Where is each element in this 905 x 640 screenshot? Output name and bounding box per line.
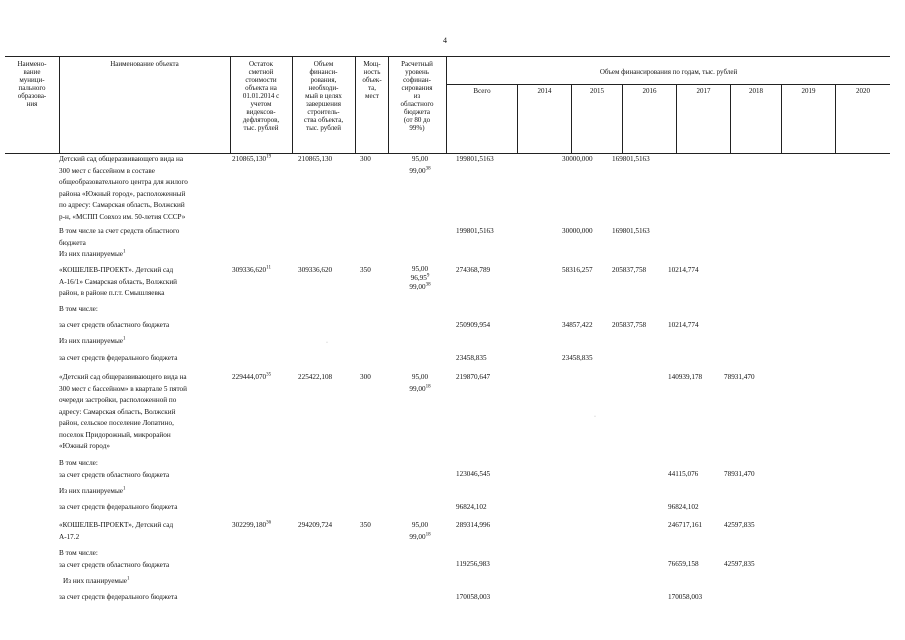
remaining-value: 302299,180$^{36}$ <box>232 520 272 529</box>
table-header <box>5 56 890 154</box>
total-value: 96824,102 <box>456 503 487 511</box>
total-value: 250909,954 <box>456 321 491 329</box>
y2016-value: 169801,5163 <box>612 227 650 235</box>
financing-value: 210865,130 <box>298 155 333 163</box>
y2015-value: 30000,000 <box>562 155 593 163</box>
object-name: Из них планируемые$^1$ <box>63 576 130 585</box>
header-year-2016: 2016 <box>642 87 657 95</box>
capacity-value: 350 <box>360 266 371 274</box>
y2016-value: 205837,758 <box>612 321 647 329</box>
capacity-value: 300 <box>360 373 371 381</box>
object-name: «КОШЕЛЕВ-ПРОЕКТ», Детский сад А-17.2 <box>59 521 174 541</box>
level-values: 95,00 99,00$^{18}$ <box>409 373 431 393</box>
level-values: 95,00 99,00$^{38}$ <box>409 155 431 175</box>
y2017-value: 140939,178 <box>668 373 703 381</box>
y2015-value: 23458,835 <box>562 354 593 362</box>
y2016-value: 169801,5163 <box>612 155 650 163</box>
scan-speck: · <box>594 414 596 420</box>
financing-value: 225422,108 <box>298 373 333 381</box>
y2017-value: 10214,774 <box>668 321 699 329</box>
y2015-value: 30000,000 <box>562 227 593 235</box>
object-name: В том числе: за счет средств областного бюджета <box>59 459 170 479</box>
remaining-value: 309336,620$^{11}$ <box>232 265 271 274</box>
object-name: за счет средств федерального бюджета <box>59 354 178 362</box>
remaining-value: 210865,130$^{19}$ <box>232 154 272 163</box>
header-years-group: Объем финансирования по годам, тыс. рублей <box>599 68 738 76</box>
level-values: 95,00 99,00$^{18}$ <box>409 521 431 541</box>
financing-value: 294209,724 <box>298 521 333 529</box>
header-capacity: Мощ- ность объек- та, мест <box>362 60 382 100</box>
header-year-2019: 2019 <box>801 87 816 95</box>
total-value: 119256,983 <box>456 560 490 568</box>
total-value: 289314,996 <box>456 521 491 529</box>
total-value: 123046,545 <box>456 470 491 478</box>
y2017-value: 10214,774 <box>668 266 699 274</box>
total-value: 219870,647 <box>456 373 491 381</box>
y2017-value: 96824,102 <box>668 503 699 511</box>
object-name: Детский сад общеразвивающего вида на 300 мест с бассейном в составе общеобразовательного центра для жилого района «Южный город», расположенный по адресу: Самарская область, Волжский р-н, «МСПП Совхоз им. 50-летия СССР» <box>59 155 188 221</box>
header-year-2015: 2015 <box>590 87 604 95</box>
y2017-value: 246717,161 <box>668 521 703 529</box>
level-values: 95,00 96,95$^9$ 99,00$^{38}$ <box>409 265 431 291</box>
object-name: В том числе за счет средств областного бюджета Из них планируемые$^1$ <box>59 227 180 258</box>
y2015-value: 34857,422 <box>562 321 593 329</box>
header-municipality: Наимено- вание муници- пального образова- ния <box>17 60 47 108</box>
object-name: «КОШЕЛЕВ-ПРОЕКТ». Детский сад А-16/1» Самарская область, Волжский район, в районе п.г.т. Смышляевка <box>59 266 178 297</box>
total-value: 199801,5163 <box>456 227 494 235</box>
object-name: за счет средств федерального бюджета <box>59 503 178 511</box>
header-year-2018: 2018 <box>749 87 763 95</box>
object-name: за счет средств федерального бюджета <box>59 593 178 601</box>
y2015-value: 58316,257 <box>562 266 593 274</box>
object-name: В том числе: за счет средств областного бюджета <box>59 549 170 569</box>
header-financing: Объем финанси- рования, необходи- мый в целях завершения строитель- ства объекта, тыс. рублей <box>303 60 344 132</box>
header-remaining: Остаток сметной стоимости объекта на 01.01.2014 с учетом видексов- дефляторов, тыс. рублей <box>242 60 280 132</box>
y2018-value: 78931,470 <box>724 470 755 478</box>
object-name: за счет средств областного бюджета <box>59 321 170 329</box>
page-number: 4 <box>443 36 447 45</box>
capacity-value: 350 <box>360 521 371 529</box>
header-year-total: Всего <box>473 87 491 95</box>
header-object: Наименование объекта <box>110 60 179 68</box>
header-year-2014: 2014 <box>537 87 552 95</box>
header-level: Расчетный уровень софинан- сирования из областного бюджета (от 80 до 99%) <box>400 60 434 132</box>
col-divider <box>59 57 60 153</box>
y2017-value: 170058,003 <box>668 593 703 601</box>
y2017-value: 44115,076 <box>668 470 699 478</box>
header-year-2020: 2020 <box>856 87 870 95</box>
y2018-value: 42597,835 <box>724 560 755 568</box>
total-value: 170058,003 <box>456 593 491 601</box>
total-value: 199801,5163 <box>456 155 494 163</box>
object-name: Из них планируемые$^1$ <box>59 486 126 495</box>
financing-value: 309336,620 <box>298 266 333 274</box>
y2018-value: 42597,835 <box>724 521 755 529</box>
total-value: 23458,835 <box>456 354 487 362</box>
capacity-value: 300 <box>360 155 371 163</box>
remaining-value: 229444,070$^{35}$ <box>232 372 272 381</box>
object-name: В том числе: <box>59 305 98 313</box>
year-row-divider <box>446 84 890 85</box>
object-name: Из них планируемые$^1$ <box>59 336 126 345</box>
object-name: «Детский сад общеразвивающего вида на 300 мест с бассейном» в квартале 5 пятой очереди застройки, расположенной по адресу: Самарская область, Волжский район, сельское поселение Лопатино, поселок Придорожный, микрорайон «Южный город» <box>59 373 187 450</box>
scan-speck: · <box>326 340 328 346</box>
total-value: 274368,789 <box>456 266 491 274</box>
header-year-2017: 2017 <box>696 87 711 95</box>
y2018-value: 78931,470 <box>724 373 755 381</box>
y2016-value: 205837,758 <box>612 266 647 274</box>
y2017-value: 76659,158 <box>668 560 699 568</box>
